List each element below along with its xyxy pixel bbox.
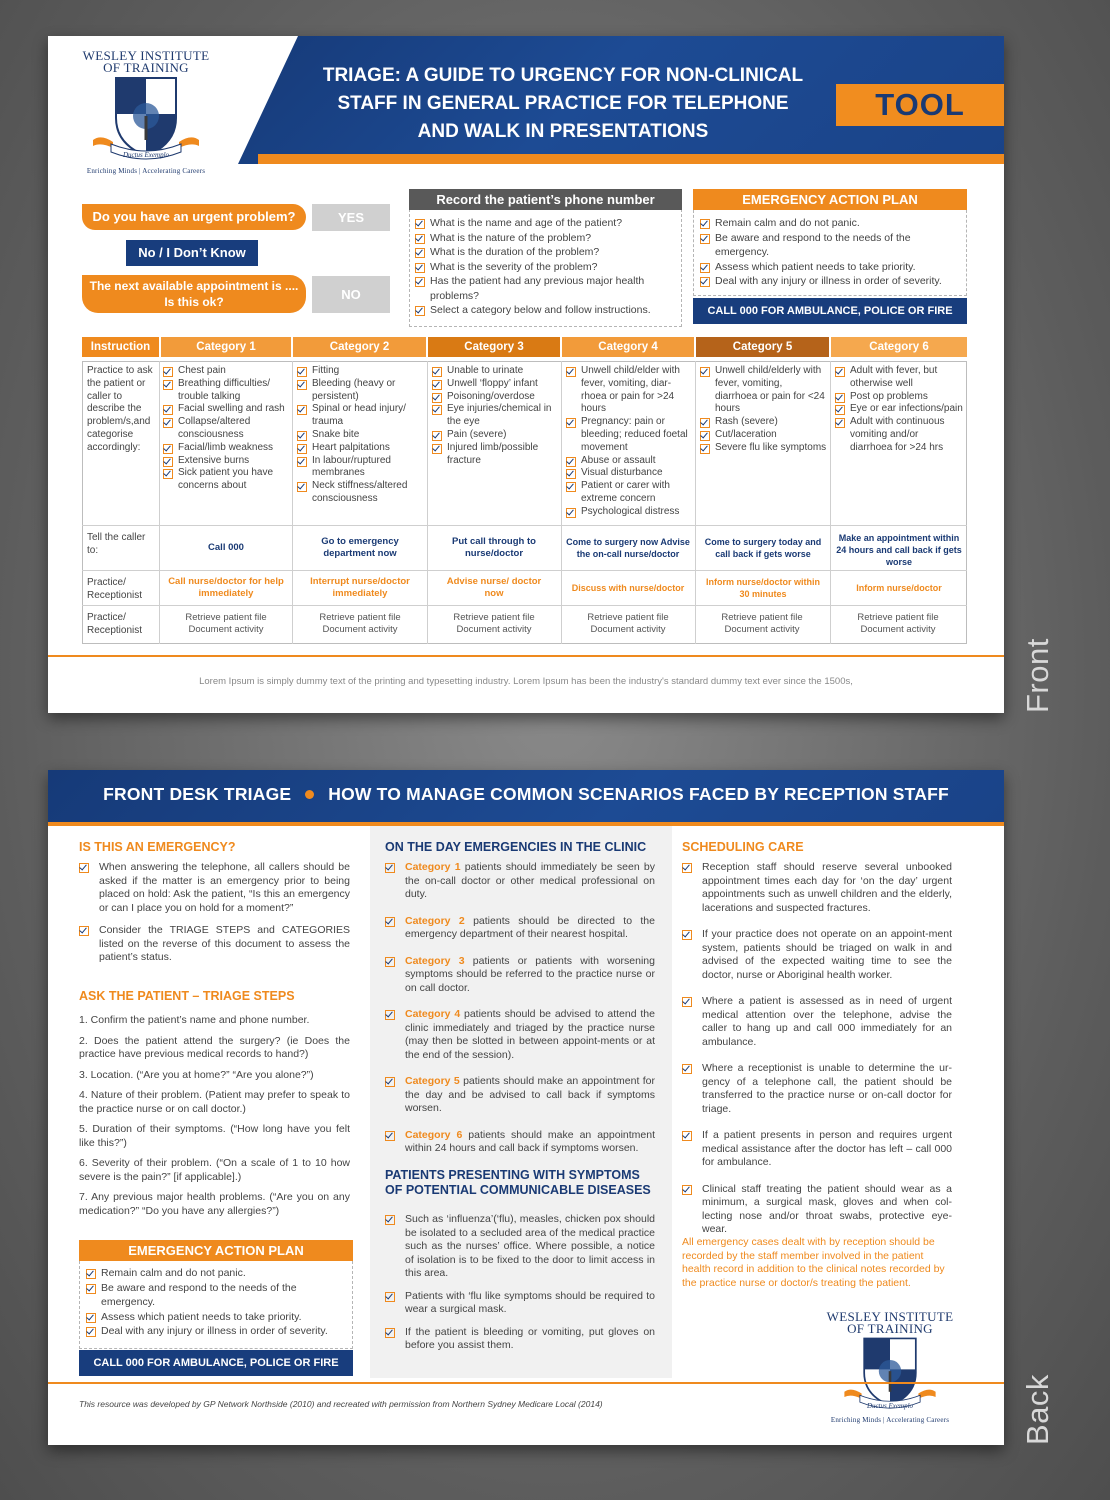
- logo-motto: Ductus Exemplo: [866, 1402, 914, 1410]
- list-item: Consider the TRIAGE STEPS and CATEGORIES listed on the reverse of this document to assess the patient’s status.: [79, 924, 350, 965]
- retrieve-category-2: [300, 612, 420, 636]
- back-title-right: HOW TO MANAGE COMMON SCENARIOS FACED BY RECEPTION STAFF: [328, 784, 949, 804]
- urgent-question: Do you have an urgent problem?: [82, 204, 306, 230]
- communicable-list: [385, 1213, 655, 1362]
- front-page: [48, 36, 1004, 713]
- list-item: Where a receptionist is unable to determine the ur-gency of a telephone call, the patient should be transferred to the practice nurse or on-call doctor for triage.: [682, 1062, 952, 1116]
- list-item: Abuse or assault: [566, 455, 693, 468]
- eap-list: [700, 216, 962, 289]
- list-item: Remain calm and do not panic.: [86, 1266, 348, 1281]
- list-item: Unwell ‘floppy’ infant: [432, 378, 559, 391]
- list-item: Extensive burns: [163, 455, 289, 468]
- list-item: Remain calm and do not panic.: [700, 216, 962, 231]
- retrieve-file: Retrieve patient file: [587, 612, 669, 623]
- scheduling-note: All emergency cases dealt with by reception should be recorded by the staff member involved in the patient health record in addition to the clinical notes recorded by the practice nurse or doctor/s treating the patient.: [682, 1236, 945, 1289]
- list-item: Chest pain: [163, 365, 289, 378]
- communicable-heading-line-2: OF POTENTIAL COMMUNICABLE DISEASES: [385, 1183, 651, 1197]
- header-category-3: Category 3: [428, 337, 560, 357]
- back-eap-list: [86, 1266, 348, 1339]
- category-label: Category 3: [405, 954, 465, 967]
- tell-category-2: Go to emergency department now: [321, 536, 399, 559]
- header-category-5: Category 5: [696, 337, 829, 357]
- list-item: [385, 1008, 655, 1062]
- list-item: Reception staff should reserve several unbooked appointment times each day for ‘on the day’ urgent appointments such as unwell children and the elderly, lacerations and suspected fractures.: [682, 861, 952, 915]
- tell-category-3: Put call through to nurse/doctor: [452, 536, 536, 559]
- list-item: Patient or carer with extreme concern: [566, 480, 693, 506]
- list-item: Deal with any injury or illness in order of severity.: [700, 274, 962, 289]
- category-label: Category 4: [405, 1008, 461, 1020]
- next-appointment-line-1: The next available appointment is ....: [89, 279, 299, 293]
- document-activity: Document activity: [590, 624, 666, 635]
- category-4-list: [566, 365, 693, 519]
- list-item: 2. Does the patient attend the surgery? (ie Does the practice have previous medical records to hand?): [79, 1034, 350, 1060]
- list-item: Injured limb/possible fracture: [432, 442, 559, 468]
- category-3-list: [432, 365, 559, 467]
- list-item: Breathing difficulties/ trouble talking: [163, 378, 289, 404]
- tell-category-1: Call 000: [208, 542, 244, 553]
- communicable-heading-line-1: PATIENTS PRESENTING WITH SYMPTOMS: [385, 1168, 640, 1182]
- col-divider: [695, 361, 696, 644]
- list-item: Psychological distress: [566, 506, 693, 519]
- category-5-list: [700, 365, 827, 455]
- tool-badge: TOOL: [836, 84, 1004, 126]
- tell-caller-label: Tell the caller to:: [87, 532, 146, 556]
- row-divider: [82, 605, 967, 606]
- front-bottom-rule: [48, 655, 1004, 657]
- next-appointment-question: [82, 275, 306, 313]
- list-item: Where a patient is assessed as in need of urgent medical attention over the telephone, advise the caller to hang up and call 000 immediately for an ambulance.: [682, 995, 952, 1049]
- retrieve-category-1: [167, 612, 285, 636]
- list-item: Unwell child/elder with fever, vomiting, diar-rhoea or pain for >24 hours: [566, 365, 693, 416]
- logo-name-line-2: OF TRAINING: [103, 60, 189, 75]
- retrieve-category-6: [837, 612, 959, 636]
- list-item: 5. Duration of their symptoms. (“How long have you felt like this?”): [79, 1123, 350, 1149]
- list-item: Neck stiffness/altered consciousness: [297, 480, 424, 506]
- list-item: Pregnancy: pain or bleeding; reduced foetal movement: [566, 416, 693, 454]
- eap-call-banner: CALL 000 FOR AMBULANCE, POLICE OR FIRE: [693, 298, 967, 324]
- lorem-text: Lorem Ipsum is simply dummy text of the printing and typesetting industry. Lorem Ipsum has been the industry's standard dummy text ever since the 1500s,: [199, 676, 853, 687]
- category-text: patients should make an appointment within 24 hours and call back if symptoms worsen.: [405, 1128, 655, 1154]
- header-orange-strip: [258, 154, 1004, 164]
- practice-category-5: Inform nurse/doctor within 30 minutes: [706, 577, 820, 599]
- logo-name-line-1: WESLEY INSTITUTE: [82, 48, 210, 63]
- back-eap-heading: EMERGENCY ACTION PLAN: [79, 1240, 353, 1261]
- front-title: [278, 62, 848, 146]
- scheduling-heading: SCHEDULING CARE: [682, 840, 804, 854]
- list-item: Eye or ear infections/pain: [835, 403, 963, 416]
- title-line-2: STAFF IN GENERAL PRACTICE FOR TELEPHONE: [337, 93, 789, 114]
- list-item: What is the nature of the problem?: [415, 231, 677, 246]
- category-text: patients should make an appointment for the day and be advised to call back if symptoms worsen.: [405, 1075, 655, 1114]
- list-item: Assess which patient needs to take priority.: [86, 1310, 348, 1325]
- header-category-2: Category 2: [293, 337, 426, 357]
- category-1-list: [163, 365, 289, 493]
- list-item: Select a category below and follow instructions.: [415, 303, 677, 318]
- list-item: 6. Severity of their problem. (“On a scale of 1 to 10 how severe is the pain?” [if applicable].): [79, 1157, 350, 1183]
- category-label: Category 6: [405, 1128, 463, 1141]
- retrieve-category-5: [702, 612, 822, 636]
- triage-steps-list: [79, 1014, 350, 1225]
- logo-motto: Ductus Exemplo: [122, 151, 170, 159]
- category-label: Category 2: [405, 914, 465, 927]
- back-page: [48, 770, 1004, 1445]
- list-item: Eye injuries/chemical in the eye: [432, 403, 559, 429]
- practice-category-4: Discuss with nurse/doctor: [571, 583, 685, 593]
- category-label: Category 1: [405, 861, 461, 873]
- record-heading: Record the patient’s phone number: [409, 189, 682, 210]
- bullet-dot-icon: [305, 790, 314, 799]
- header-category-4: Category 4: [562, 337, 694, 357]
- header-category-6: Category 6: [831, 337, 967, 357]
- title-line-1: TRIAGE: A GUIDE TO URGENCY FOR NON-CLINICAL: [322, 65, 804, 86]
- list-item: Visual disturbance: [566, 467, 693, 480]
- retrieve-file: Retrieve patient file: [319, 612, 401, 623]
- category-6-list: [835, 365, 963, 455]
- emergency-list: [79, 861, 350, 974]
- no-answer: NO: [312, 276, 390, 313]
- crest-icon: [91, 74, 201, 160]
- list-item: Collapse/altered consciousness: [163, 416, 289, 442]
- list-item: Such as ‘influenza’(‘flu), measles, chicken pox should be isolated to a secluded area of the medical practice such as the nurses’ office. Where possible, a notice of isolation is to be fixed to the door to limit access in this area.: [385, 1213, 655, 1281]
- back-label: Back: [1020, 1374, 1055, 1445]
- list-item: Fitting: [297, 365, 424, 378]
- back-logo: [820, 1311, 960, 1431]
- triage-steps-heading: ASK THE PATIENT – TRIAGE STEPS: [79, 989, 295, 1003]
- logo-name-line-1: WESLEY INSTITUTE: [826, 1309, 954, 1324]
- list-item: Facial swelling and rash: [163, 403, 289, 416]
- list-item: Severe flu like symptoms: [700, 442, 827, 455]
- tell-category-4: Come to surgery now Advise the on-call nurse/doctor: [566, 537, 690, 559]
- category-text: patients should be directed to the emergency department of their nearest hospital.: [405, 914, 655, 940]
- back-eap-call-banner: CALL 000 FOR AMBULANCE, POLICE OR FIRE: [79, 1350, 353, 1376]
- yes-answer: YES: [312, 204, 390, 231]
- logo-tagline: Enriching Minds | Accelerating Careers: [86, 167, 206, 175]
- document-activity: Document activity: [860, 624, 936, 635]
- back-bottom-rule: [48, 1382, 1004, 1384]
- list-item: Adult with continuous vomiting and/or diarrhoea for >24 hrs: [835, 416, 963, 454]
- list-item: Be aware and respond to the needs of the emergency.: [700, 231, 962, 260]
- practice-label-2: Practice/ Receptionist: [87, 612, 143, 636]
- list-item: Facial/limb weakness: [163, 442, 289, 455]
- list-item: Has the patient had any previous major health problems?: [415, 274, 677, 303]
- next-appointment-line-2: Is this ok?: [164, 295, 224, 309]
- list-item: Unable to urinate: [432, 365, 559, 378]
- back-title: [48, 784, 1004, 805]
- list-item: Rash (severe): [700, 416, 827, 429]
- retrieve-file: Retrieve patient file: [453, 612, 535, 623]
- list-item: 1. Confirm the patient’s name and phone number.: [79, 1014, 310, 1026]
- list-item: Be aware and respond to the needs of the emergency.: [86, 1281, 348, 1310]
- practice-label-1: Practice/ Receptionist: [87, 577, 143, 601]
- practice-category-2: Interrupt nurse/doctor immediately: [310, 576, 410, 599]
- list-item: [385, 915, 655, 942]
- category-label: Category 5: [405, 1075, 460, 1087]
- list-item: 3. Location. (“Are you at home?” “Are you alone?”): [79, 1068, 314, 1081]
- list-item: Adult with fever, but otherwise well: [835, 365, 963, 391]
- document-activity: Document activity: [188, 624, 264, 635]
- header-category-1: Category 1: [161, 337, 291, 357]
- list-item: Post op problems: [835, 391, 963, 404]
- category-text: patients or patients with worsening symptoms should be referred to the practice nurse or on call doctor.: [405, 954, 655, 994]
- front-label: Front: [1020, 638, 1055, 713]
- no-dont-know-answer: No / I Don’t Know: [126, 240, 258, 266]
- col-divider: [292, 361, 293, 644]
- retrieve-file: Retrieve patient file: [857, 612, 939, 623]
- list-item: Snake bite: [297, 429, 424, 442]
- category-text: patients should immediately be seen by the on-call doctor or other medical professional on duty.: [405, 861, 655, 900]
- retrieve-category-3: [434, 612, 554, 636]
- practice-category-1: Call nurse/doctor for help immediately: [168, 576, 284, 599]
- list-item: [385, 955, 655, 996]
- document-activity: Document activity: [322, 624, 398, 635]
- list-item: Cut/laceration: [700, 429, 827, 442]
- tell-category-6: Make an appointment within 24 hours and call back if gets worse: [836, 533, 962, 567]
- title-line-3: AND WALK IN PRESENTATIONS: [417, 121, 709, 142]
- practice-category-6: Inform nurse/doctor: [856, 583, 942, 593]
- logo-tagline: Enriching Minds | Accelerating Careers: [830, 1416, 950, 1424]
- list-item: What is the severity of the problem?: [415, 260, 677, 275]
- col-divider: [561, 361, 562, 644]
- header-instruction: Instruction: [82, 337, 159, 357]
- crest-icon: [838, 1335, 942, 1409]
- retrieve-file: Retrieve patient file: [721, 612, 803, 623]
- list-item: Deal with any injury or illness in order of severity.: [86, 1324, 348, 1339]
- retrieve-category-4: [568, 612, 688, 636]
- category-2-list: [297, 365, 424, 506]
- emergency-heading: IS THIS AN EMERGENCY?: [79, 840, 236, 854]
- col-divider: [427, 361, 428, 644]
- col-divider: [830, 361, 831, 644]
- list-item: Bleeding (heavy or persistent): [297, 378, 424, 404]
- communicable-heading: [385, 1168, 665, 1198]
- list-item: Heart palpitations: [297, 442, 424, 455]
- row-divider: [82, 525, 967, 526]
- list-item: [385, 1075, 655, 1116]
- logo-name-line-2: OF TRAINING: [847, 1321, 933, 1336]
- eap-heading: EMERGENCY ACTION PLAN: [693, 189, 967, 210]
- scheduling-list: [682, 861, 952, 1246]
- list-item: Poisoning/overdose: [432, 391, 559, 404]
- list-item: In labour/ruptured membranes: [297, 455, 424, 481]
- list-item: If the patient is bleeding or vomiting, put gloves on before you assist them.: [385, 1326, 655, 1353]
- record-list: [415, 216, 677, 318]
- list-item: Assess which patient needs to take priority.: [700, 260, 962, 275]
- list-item: Pain (severe): [432, 429, 559, 442]
- list-item: 7. Any previous major health problems. (“Are you on any medication?” “Do you have any allergies?”): [79, 1191, 350, 1217]
- back-footer-credit: This resource was developed by GP Network Northside (2010) and recreated with permission from Northern Sydney Medicare Local (2014): [79, 1399, 603, 1409]
- retrieve-file: Retrieve patient file: [185, 612, 267, 623]
- category-text: patients should be advised to attend the clinic immediately and triaged by the practice nurse (may then be slotted in between appoint-ments or at the end of the session).: [405, 1008, 655, 1061]
- list-item: Spinal or head injury/ trauma: [297, 403, 424, 429]
- back-title-left: FRONT DESK TRIAGE: [103, 784, 292, 804]
- col-divider: [159, 361, 160, 644]
- list-item: If your practice does not operate on an appoint-ment system, patients should be triaged on walk in and advised of the expected waiting time to see the doctor, nurse or Aboriginal health worker.: [682, 928, 952, 982]
- list-item: Sick patient you have concerns about: [163, 467, 289, 493]
- list-item: Unwell child/elderly with fever, vomiting, diarrhoea or pain for <24 hours: [700, 365, 827, 416]
- list-item: When answering the telephone, all callers should be asked if the matter is an emergency prior to being placed on hold: Ask the patient, “Is this an emergency or can I place you on hold for a moment?”: [79, 861, 350, 915]
- practice-category-3: Advise nurse/ doctor now: [446, 576, 542, 599]
- document-activity: Document activity: [456, 624, 532, 635]
- tell-category-5: Come to surgery today and call back if gets worse: [704, 537, 822, 559]
- list-item: [385, 861, 655, 902]
- logo: [66, 50, 226, 180]
- list-item: What is the name and age of the patient?: [415, 216, 677, 231]
- list-item: If a patient presents in person and requires urgent medical assistance after the doctor has left – call 000 for ambulance.: [682, 1129, 952, 1170]
- instruction-text: Practice to ask the patient or caller to describe the problem/s,and categorise accordingly:: [87, 365, 153, 453]
- onday-list: [385, 861, 655, 1165]
- list-item: 4. Nature of their problem. (Patient may prefer to speak to the practice nurse or on call doctor.): [79, 1089, 350, 1115]
- list-item: What is the duration of the problem?: [415, 245, 677, 260]
- list-item: Clinical staff treating the patient should wear as a minimum, a surgical mask, gloves and when col-lecting nose and/or throat swabs, protective eye-wear.: [682, 1183, 952, 1237]
- document-activity: Document activity: [724, 624, 800, 635]
- list-item: Patients with ‘flu like symptoms should be required to wear a surgical mask.: [385, 1290, 655, 1317]
- onday-heading: ON THE DAY EMERGENCIES IN THE CLINIC: [385, 840, 647, 854]
- row-divider: [82, 570, 967, 571]
- list-item: [385, 1129, 655, 1156]
